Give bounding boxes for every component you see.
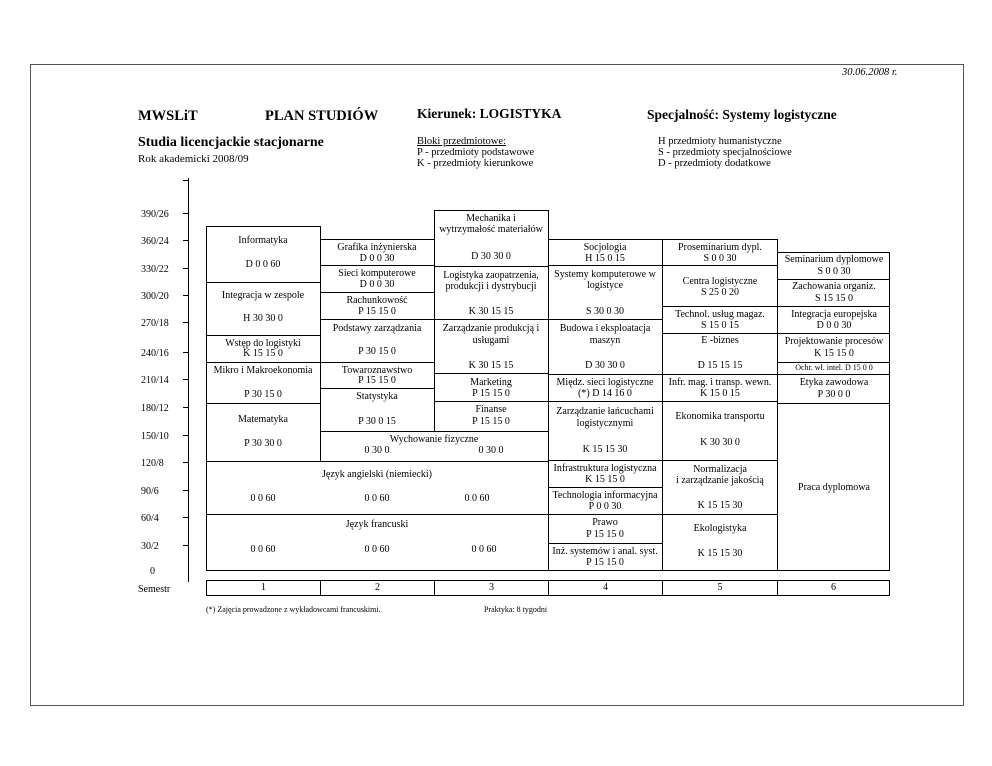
course-name: Proseminarium dypl. (678, 242, 762, 253)
course-name: Logistyka zaopatrzenia, (443, 270, 539, 281)
course-matematyka (206, 403, 321, 462)
course-name: logistycznymi (576, 418, 634, 429)
semester-cell: 3 (434, 580, 549, 596)
course-name: Prawo (592, 517, 618, 528)
axis-label: 240/16 (141, 348, 169, 359)
axis-tick (183, 213, 189, 214)
axis-tick (183, 462, 189, 463)
course-name: Mechanika i (466, 213, 516, 224)
axis-label: 330/22 (141, 264, 169, 275)
direction-title: Kierunek: LOGISTYKA (417, 106, 562, 121)
course-name: E -biznes (701, 335, 739, 346)
course-name: Informatyka (238, 235, 288, 246)
course-name: Zarządzanie łańcuchami (556, 406, 654, 417)
course-hours: P 15 15 0 (358, 375, 396, 386)
course-hours: K 15 15 30 (697, 500, 743, 511)
specialty-title: Specjalność: Systemy logistyczne (647, 107, 837, 122)
course-hours: K 15 15 0 (585, 474, 625, 485)
course-name: Budowa i eksploatacja (559, 323, 651, 334)
course-hours: D 0 0 30 (359, 253, 395, 264)
course-name: Język angielski (niemiecki) (322, 469, 432, 480)
course-hours: K 15 15 0 (243, 348, 283, 359)
semester-cell: 6 (777, 580, 890, 596)
study-type: Studia licencjackie stacjonarne (138, 135, 324, 150)
course-hours: D 30 30 0 (585, 360, 625, 371)
course-name: wytrzymałość materiałów (439, 224, 543, 235)
course-name: Etyka zawodowa (799, 377, 869, 388)
school-name: MWSLiT (138, 108, 198, 124)
course-name: Zarządzanie produkcją i (442, 323, 540, 334)
course-name: Sieci komputerowe (338, 268, 416, 279)
footnote-practice: Praktyka: 8 tygodni (484, 605, 548, 614)
course-hours: P 15 15 0 (358, 306, 396, 317)
course-name: Technologia informacyjna (552, 490, 658, 501)
course-name: Inż. systemów i anal. syst. (552, 546, 658, 557)
semester-cell: 2 (320, 580, 435, 596)
date: 30.06.2008 r. (842, 67, 898, 78)
axis-label: 180/12 (141, 403, 169, 414)
course-hours: S 0 0 30 (703, 253, 737, 264)
course-name: Statystyka (356, 391, 398, 402)
course-name: Ekonomika transportu (675, 411, 765, 422)
course-name: Marketing (470, 377, 512, 388)
legend-s: S - przedmioty specjalnościowe (658, 147, 792, 158)
axis-tick (183, 490, 189, 491)
course-name: Infr. mag. i transp. wewn. (668, 377, 772, 388)
course-name: Wstęp do logistyki (225, 338, 301, 349)
plan-title: PLAN STUDIÓW (265, 108, 379, 124)
course-name: Centra logistyczne (682, 276, 758, 287)
axis-tick (183, 322, 189, 323)
course-hours: K 15 15 30 (582, 444, 628, 455)
course-name: Wychowanie fizyczne (389, 434, 479, 445)
axis-label: 60/4 (141, 513, 159, 524)
course-hours: 0 0 60 (364, 544, 390, 555)
course-hours: D 0 0 60 (245, 259, 281, 270)
course-name: Systemy komputerowe w (554, 269, 656, 280)
axis-tick (183, 352, 189, 353)
course-hours: 0 0 60 (471, 544, 497, 555)
axis-tick (183, 180, 189, 181)
semester-cell: 4 (548, 580, 663, 596)
axis-tick (183, 295, 189, 296)
academic-year: Rok akademicki 2008/09 (138, 153, 249, 165)
course-hours: 0 30 0 (478, 445, 504, 456)
semester-cell: 5 (662, 580, 778, 596)
legend-blocks-title: Bloki przedmiotowe: (417, 136, 506, 147)
course-hours: 0 30 0 (364, 445, 390, 456)
course-name: Technol. usług magaz. (675, 309, 765, 320)
course-name: Język francuski (345, 519, 409, 530)
course-name: Rachunkowość (346, 295, 408, 306)
course-hours: D 15 15 15 (697, 360, 743, 371)
course-name: Ekologistyka (693, 523, 747, 534)
course-name: produkcji i dystrybucji (445, 281, 537, 292)
course-name: usługami (472, 335, 510, 346)
legend-h: H przedmioty humanistyczne (658, 136, 782, 147)
course-name: Towaroznawstwo (341, 365, 413, 376)
course-ekonomika-transportu (662, 401, 778, 461)
axis-label: 90/6 (141, 486, 159, 497)
axis-tick (183, 379, 189, 380)
axis-tick (183, 268, 189, 269)
course-hours: D 0 0 30 (359, 279, 395, 290)
semester-cell: 1 (206, 580, 321, 596)
course-name: Zachowania organiz. (792, 281, 876, 292)
course-name: maszyn (589, 335, 621, 346)
course-hours: P 15 15 0 (586, 529, 624, 540)
course-hours: S 15 15 0 (814, 293, 854, 304)
course-hours: 0 0 60 (250, 493, 276, 504)
course-hours: D 0 0 30 (816, 320, 852, 331)
course-hours: D 30 30 0 (471, 251, 511, 262)
legend-block-k: K - przedmioty kierunkowe (417, 158, 534, 169)
course-name: Matematyka (238, 414, 288, 425)
axis-label: 150/10 (141, 431, 169, 442)
course-hours: 0 0 60 (250, 544, 276, 555)
course-name: Ochr. wł. intel. D 15 0 0 (795, 363, 873, 372)
course-hours: K 15 15 30 (697, 548, 743, 559)
axis-tick (183, 407, 189, 408)
axis-label: 300/20 (141, 291, 169, 302)
course-hours: S 15 0 15 (700, 320, 740, 331)
axis-tick (183, 545, 189, 546)
course-hours: S 25 0 20 (700, 287, 740, 298)
course-name: Normalizacja (693, 464, 747, 475)
course-hours: P 30 15 0 (244, 389, 282, 400)
axis-label: 120/8 (141, 458, 164, 469)
course-hours: P 30 30 0 (244, 438, 282, 449)
semester-axis-label: Semestr (138, 584, 171, 595)
axis-tick (183, 240, 189, 241)
course-name: Praca dyplomowa (798, 482, 870, 493)
course-hours: (*) D 14 16 0 (578, 388, 632, 399)
course-name: i zarządzanie jakością (676, 475, 764, 486)
course-name: Finanse (475, 404, 507, 415)
course-hours: S 30 0 30 (585, 306, 625, 317)
hours-axis (188, 178, 189, 582)
axis-label: 210/14 (141, 375, 169, 386)
course-hours: P 30 15 0 (358, 346, 396, 357)
course-name: Integracja w zespole (221, 290, 305, 301)
course-name: Mikro i Makroekonomia (213, 365, 313, 376)
axis-label: 270/18 (141, 318, 169, 329)
course-name: Podstawy zarządzania (332, 323, 422, 334)
course-hours: H 15 0 15 (585, 253, 625, 264)
course-hours: K 15 15 0 (814, 348, 854, 359)
course-name: Grafika inżynierska (337, 242, 417, 253)
course-hours: P 15 15 0 (472, 416, 510, 427)
course-hours: P 15 15 0 (586, 557, 624, 568)
axis-label: 360/24 (141, 236, 169, 247)
course-name: Infrastruktura logistyczna (553, 463, 657, 474)
course-hours: 0 0 60 (464, 493, 490, 504)
course-hours: K 15 0 15 (700, 388, 740, 399)
course-name: Seminarium dyplomowe (784, 254, 884, 265)
course-name: Międz. sieci logistyczne (556, 377, 654, 388)
legend-block-p: P - przedmioty podstawowe (417, 147, 535, 158)
axis-tick (183, 435, 189, 436)
legend-d: D - przedmioty dodatkowe (658, 158, 771, 169)
course-hours: K 30 15 15 (468, 360, 514, 371)
axis-label: 0 (150, 566, 155, 577)
course-hours: K 30 30 0 (700, 437, 740, 448)
course-name: Projektowanie procesów (784, 336, 884, 347)
course-hours: P 30 0 0 (817, 389, 851, 400)
course-name: Socjologia (583, 242, 627, 253)
axis-label: 30/2 (141, 541, 159, 552)
course-hours: K 30 15 15 (468, 306, 514, 317)
footnote-french: (*) Zajęcia prowadzone z wykładowcami francuskimi. (206, 605, 381, 614)
course-name: Integracja europejska (791, 309, 877, 320)
course-hours: 0 0 60 (364, 493, 390, 504)
course-hours: H 30 30 0 (243, 313, 283, 324)
course-hours: P 15 15 0 (472, 388, 510, 399)
course-hours: S 0 0 30 (817, 266, 851, 277)
axis-label: 390/26 (141, 209, 169, 220)
course-hours: P 0 0 30 (588, 501, 622, 512)
course-name: logistyce (586, 280, 624, 291)
axis-tick (183, 517, 189, 518)
course-hours: P 30 0 15 (358, 416, 396, 427)
